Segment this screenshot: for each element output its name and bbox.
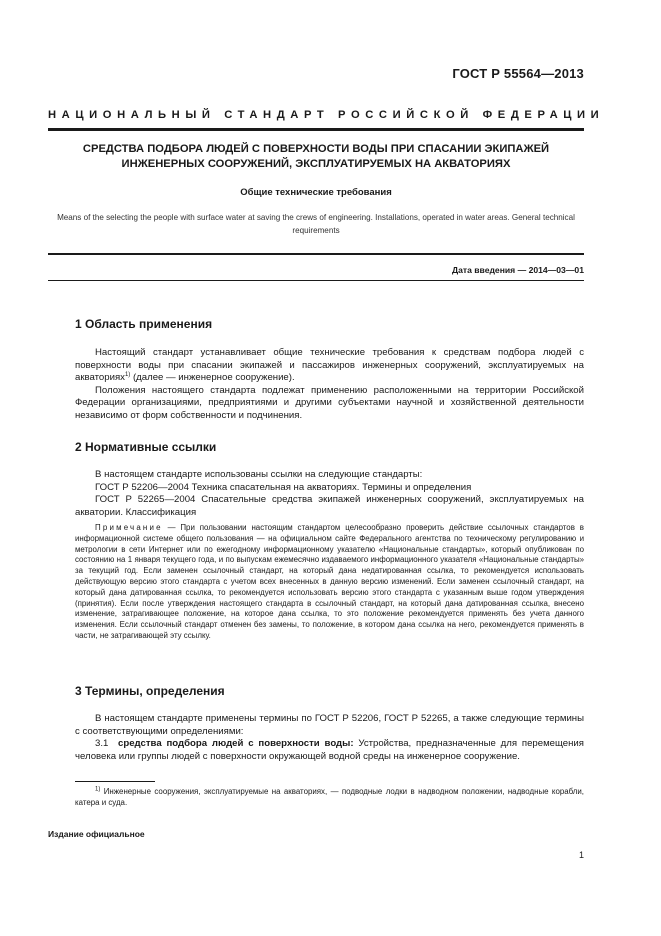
date-rule: [48, 280, 584, 281]
term-3-1: [75, 738, 584, 763]
reference-1: ГОСТ Р 52206—2004 Техника спасательная на акваториях. Термины и определения: [95, 481, 472, 493]
term-name: средства подбора людей с поверхности воды:: [118, 738, 354, 750]
footnote: [75, 786, 584, 808]
footnote-rule: [75, 781, 155, 782]
english-title: Means of the selecting the people with surface water at saving the crews of engineering. Installations, operated in water areas. General technical requirements: [57, 213, 575, 235]
section-3-body: [75, 713, 584, 763]
title-rule: [48, 253, 584, 255]
section-2-heading: 2 Нормативные ссылки: [75, 440, 217, 454]
national-standard-label: [48, 109, 605, 121]
section-1-body: [75, 347, 584, 423]
header-rule: [48, 128, 584, 131]
section-1-paragraph-1: Настоящий стандарт устанавливает общие технические требования к средствам подбора людей с поверхности воды при спасании экипажей и пассажиров инженерных сооружений, эксплуатируемых на акваториях$^{1)}$ (далее — инженерное сооружение).: [75, 347, 584, 384]
section-2-intro: В настоящем стандарте использованы ссылки на следующие стандарты:: [95, 469, 423, 480]
edition-label: Издание официальное: [48, 829, 145, 839]
section-3-heading: 3 Термины, определения: [75, 684, 225, 698]
note-text: — При пользовании настоящим стандартом целесообразно проверить действие ссылочных стандартов в информационной системе общего пользования — на официальном сайте Федерального агентства по техническому регулированию и метрологии в сети Интернет или по ежегодному информационному указателю «Национальные стандарты», который опубликован по состоянию на 1 января текущего года, и по выпускам ежемесячно издаваемого информационного указателя «Национальные стандарты» за текущий год. Если заменен ссылочный стандарт, на который дана недатированная ссылка, то рекомендуется использовать действующую версию этого стандарта с учетом всех внесенных в данную версию изменений. Если заменен ссылочный стандарт, на который дана датированная ссылка, то рекомендуется использовать версию этого стандарта с указанным выше годом утверждения (принятия). Если после утверждения настоящего стандарта в ссылочный стандарт, на который дана датированная ссылка, внесено изменение, затрагивающее положение, на которое дана ссылка, то это положение рекомендуется применять без учета данного изменения. Если ссылочный стандарт отменен без замены, то положение, в котором дана ссылка на него, рекомендуется применять в части, не затрагивающей эту ссылку.: [75, 523, 584, 640]
title-line-2: ИНЖЕНЕРНЫХ СООРУЖЕНИЙ, ЭКСПЛУАТИРУЕМЫХ НА АКВАТОРИЯХ: [121, 158, 511, 170]
section-3-intro: В настоящем стандарте применены термины по ГОСТ Р 52206, ГОСТ Р 52265, а также следующие термины с соответствующими определениями:: [75, 713, 584, 737]
footnote-reference: 1): [124, 372, 131, 378]
footnote-mark: 1): [95, 786, 101, 793]
standard-number: ГОСТ Р 55564—2013: [452, 66, 584, 81]
section-2-note: [75, 523, 584, 642]
page-number: 1: [578, 850, 584, 860]
section-2-body: [75, 469, 584, 519]
term-number: 3.1: [95, 738, 109, 750]
title-line-1: СРЕДСТВА ПОДБОРА ЛЮДЕЙ С ПОВЕРХНОСТИ ВОДЫ ПРИ СПАСАНИИ ЭКИПАЖЕЙ: [82, 143, 550, 155]
reference-2: ГОСТ Р 52265—2004 Спасательные средства экипажей инженерных сооружений, эксплуатируемых на акватории. Классификация: [75, 494, 584, 518]
term-definition: Устройства, предназначенные для перемещения человека или группы людей с поверхности окружающей водной среды на инженерное сооружение.: [75, 738, 584, 762]
section-1-paragraph-2: Положения настоящего стандарта подлежат применению расположенными на территории Российской Федерации организациями, предприятиями и другими субъектами научной и хозяйственной деятельности независимо от форм собственности и подчинения.: [75, 384, 584, 421]
note-lead: Примечание: [95, 523, 163, 532]
national-label-text: НАЦИОНАЛЬНЫЙ СТАНДАРТ РОССИЙСКОЙ ФЕДЕРАЦИИ: [48, 109, 605, 121]
section-1-heading: 1 Область применения: [75, 317, 213, 331]
date-of-introduction: Дата введения — 2014—03—01: [451, 265, 584, 275]
document-title: [60, 142, 572, 172]
footnote-text: Инженерные сооружения, эксплуатируемые на акваториях, — подводные лодки в надводном положении, надводные корабли, катера и суда.: [75, 787, 584, 807]
document-subtitle: Общие технические требования: [240, 187, 392, 198]
